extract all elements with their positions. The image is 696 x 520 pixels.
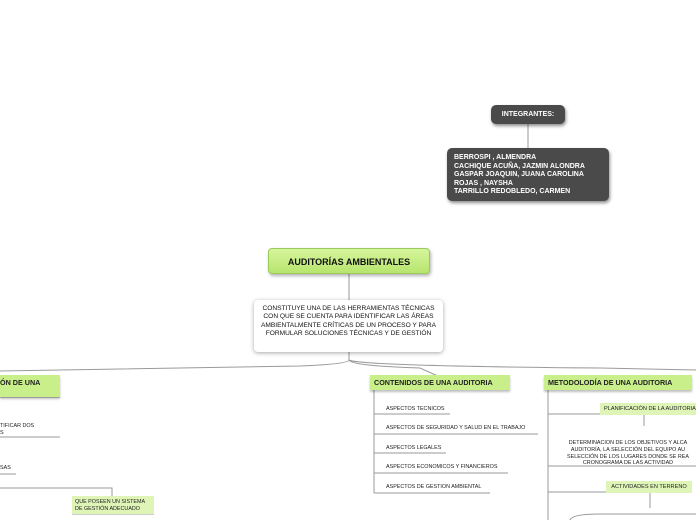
contenidos-item[interactable]: ASPECTOS LEGALES xyxy=(386,445,442,451)
member-name: BERROSPI , ALMENDRA xyxy=(454,154,537,161)
member-name: CACHIQUE ACUÑA, JAZMIN ALONDRA xyxy=(454,162,585,170)
planificacion-detail[interactable]: DETERMINACIÓN DE LOS OBJETIVOS Y ALCA AUDITORÍA, LA SELECCIÓN DEL EQUIPO AU SELECCIÓN DE LOS LUGARES DONDE SE REA CRONOGRAMA DE LAS ACTIVIDAD xyxy=(567,440,689,466)
contenidos-item[interactable]: ASPECTOS TECNICOS xyxy=(386,406,445,412)
member-name: GASPAR JOAQUIN, JUANA CAROLINA xyxy=(454,171,584,179)
central-topic[interactable]: AUDITORÍAS AMBIENTALES xyxy=(268,248,430,274)
contenidos-title[interactable]: CONTENIDOS DE UNA AUDITORIA xyxy=(370,375,510,390)
planificacion-node[interactable]: PLANIFICACIÓN DE LA AUDITORIA xyxy=(600,403,696,415)
left-branch-title[interactable]: ÓN DE UNA xyxy=(0,375,60,397)
contenidos-item[interactable]: ASPECTOS DE GESTION AMBIENTAL xyxy=(386,484,482,490)
integrantes-list xyxy=(447,148,609,201)
integrantes-label: INTEGRANTES: xyxy=(491,105,565,124)
member-name: ROJAS , NAYSHA xyxy=(454,179,513,187)
left-item-2[interactable]: SAS xyxy=(0,465,11,471)
contenidos-item[interactable]: ASPECTOS DE SEGURIDAD Y SALUD EN EL TRABAJO xyxy=(386,425,526,431)
left-item-1[interactable]: TIFICAR DOS S xyxy=(0,423,35,436)
actividades-terreno-node[interactable]: ACTIVIDADES EN TERRENO xyxy=(606,481,692,493)
left-item-3[interactable]: QUE POSEEN UN SISTEMA DE GESTIÓN ADECUADO xyxy=(72,496,154,514)
member-name: TARRILLO REDOBLEDO, CARMEN xyxy=(454,188,571,196)
central-description[interactable]: CONSTITUYE UNA DE LAS HERRAMIENTAS TÉCNICAS CON QUE SE CUENTA PARA IDENTIFICAR LAS ÁREAS AMBIENTALMENTE CRÍTICAS DE UN PROCESO Y PARA FORMULAR SOLUCIONES TÉCNICAS Y DE GESTIÓN xyxy=(254,300,443,352)
contenidos-item[interactable]: ASPECTOS ECONOMICOS Y FINANCIEROS xyxy=(386,464,498,470)
metodologia-title[interactable]: METODOLODÍA DE UNA AUDITORIA xyxy=(544,375,692,390)
